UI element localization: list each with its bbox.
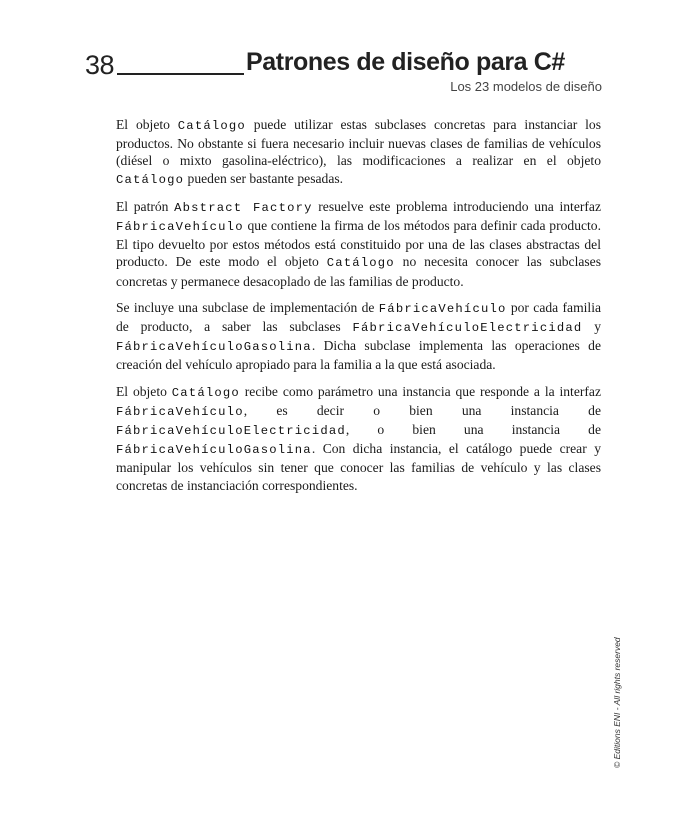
text-run: que contiene la firma de los métodos para definir cada producto. El tipo devuelto por estos métodos está constituido por una de las clases abstractas del producto. De este modo el objeto: [116, 218, 601, 270]
code-term: FábricaVehículo: [116, 404, 244, 419]
text-run: , o bien una instancia de: [345, 422, 601, 438]
copyright-notice: © Editions ENI - All rights reserved: [612, 637, 622, 768]
text-run: no necesita conocer las subclases concretas y permanece desacoplado de las familias de producto.: [116, 254, 601, 289]
code-term: FábricaVehículoElectricidad: [116, 424, 346, 439]
code-term: FábricaVehículoGasolina: [116, 340, 312, 355]
header-rule: [117, 73, 244, 75]
code-term: Catálogo: [171, 385, 240, 400]
paragraph-1: [116, 116, 601, 189]
text-run: . Con dicha instancia, el catálogo puede crear y manipular los vehículos sin tener que conocer las familias de vehículo y las clases concretas de instanciación correspondientes.: [116, 441, 601, 493]
code-term: Abstract Factory: [174, 200, 313, 215]
text-run: El patrón: [116, 198, 175, 214]
code-term: Catálogo: [116, 172, 185, 187]
book-title: Patrones de diseño para C#: [246, 48, 565, 76]
text-run: . Dicha subclase implementa las operaciones de creación del vehículo apropiado para la familia a la que está asociada.: [116, 338, 601, 373]
text-run: recibe como parámetro una instancia que responde a la interfaz: [239, 383, 601, 399]
code-term: FábricaVehículoElectricidad: [352, 321, 583, 336]
text-run: resuelve este problema introduciendo una interfaz: [312, 198, 601, 214]
code-term: Catálogo: [177, 119, 246, 133]
body-text: [116, 116, 601, 503]
book-subtitle: Los 23 modelos de diseño: [450, 79, 602, 94]
code-term: Catálogo: [326, 256, 395, 271]
paragraph-3: [116, 299, 601, 374]
paragraph-4: [116, 383, 601, 494]
text-run: Se incluye una subclase de implementación de: [116, 299, 379, 315]
text-run: , es decir o bien una instancia de: [243, 402, 601, 418]
code-term: FábricaVehículo: [378, 301, 507, 316]
text-run: por cada familia de producto, a saber las subclases: [116, 299, 602, 335]
paragraph-2: [116, 198, 601, 290]
text-run: El objeto: [116, 117, 178, 132]
text-run: y: [582, 319, 601, 335]
text-run: puede utilizar estas subclases concretas para instanciar los productos. No obstante si fuera necesario incluir nuevas clases de familias de vehículos (diésel o mixto gasolina-eléctrico), las modificaciones a realizar en el objeto: [116, 117, 601, 169]
code-term: FábricaVehículoGasolina: [116, 443, 312, 458]
page-number: 38: [85, 50, 115, 80]
text-run: El objeto: [116, 383, 172, 399]
code-term: FábricaVehículo: [116, 220, 244, 235]
text-run: pueden ser bastante pesadas.: [184, 170, 344, 186]
